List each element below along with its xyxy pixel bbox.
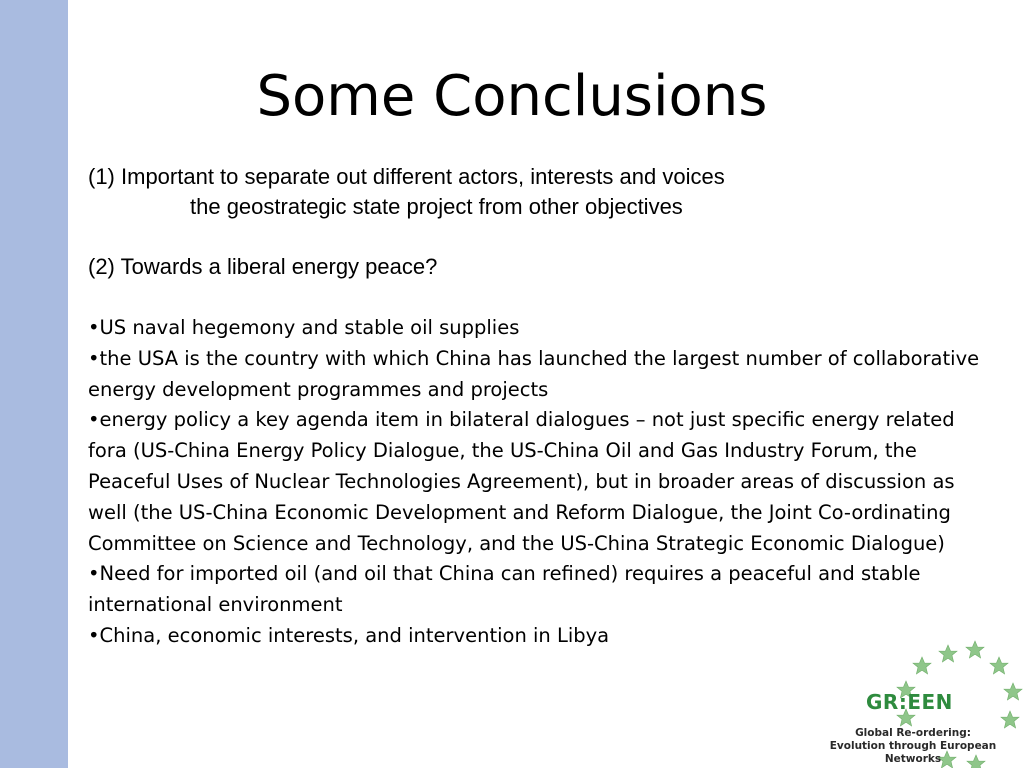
slide-title: Some Conclusions — [256, 64, 768, 129]
point-2: (2) Towards a liberal energy peace? — [88, 254, 438, 279]
green-logo-wordmark: GR:EEN — [866, 690, 953, 714]
bullet-item: •energy policy a key agenda item in bilateral dialogues – not just specific energy related fora (US-China Energy Policy Dialogue, the US-China Oil and Gas Industry Forum, the Peaceful Uses of Nuclear Technologies Agreement), but in broader areas of discussion as well (the US-China Economic Development and Reform Dialogue, the Joint Co-ordinating Committee on Science and Technology, and the US-China Strategic Economic Dialogue) — [88, 408, 955, 555]
green-logo-tagline — [808, 727, 1018, 766]
tagline-line-1: Global Re-ordering: — [855, 727, 971, 739]
bullet-list — [88, 313, 988, 652]
tagline-line-2: Evolution through European Networks — [829, 740, 997, 765]
bullet-item: •the USA is the country with which China has launched the largest number of collaborative energy development programmes and projects — [88, 346, 980, 401]
bullet-item: •Need for imported oil (and oil that China can refined) requires a peaceful and stable international environment — [88, 562, 921, 617]
intro-points — [88, 162, 725, 282]
spacer — [88, 222, 725, 252]
bullet-item: •US naval hegemony and stable oil supplies — [88, 316, 520, 339]
point-1-subline: the geostrategic state project from other objectives — [190, 194, 683, 219]
slide-sidebar-band — [0, 0, 68, 768]
point-1: (1) Important to separate out different actors, interests and voices — [88, 164, 725, 189]
bullet-item: •China, economic interests, and intervention in Libya — [88, 623, 610, 647]
